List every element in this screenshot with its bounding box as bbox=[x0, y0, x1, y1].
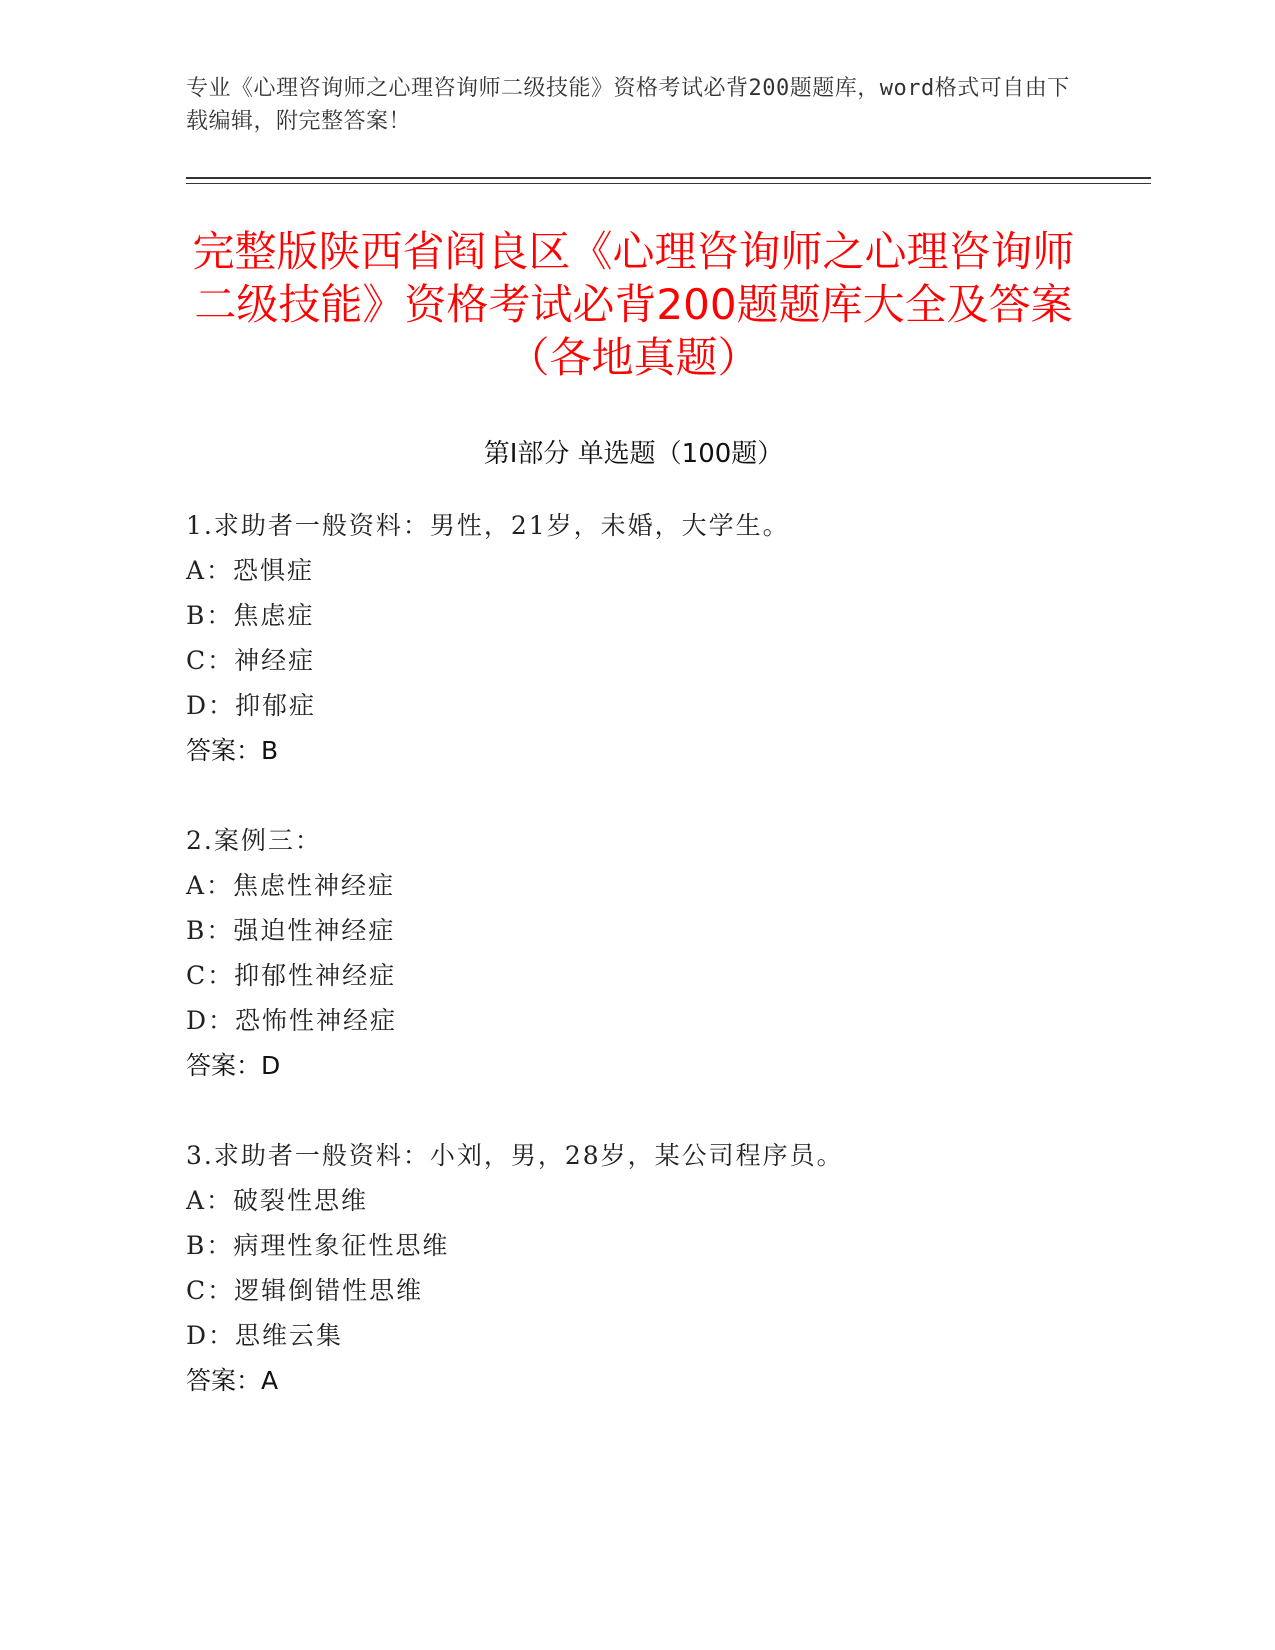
header-divider-thin bbox=[186, 183, 1151, 184]
section-title: 第I部分 单选题（100题） bbox=[483, 439, 784, 469]
answer: 答案：A bbox=[186, 1366, 279, 1395]
question-1 bbox=[186, 503, 1086, 773]
option-a: A：焦虑性神经症 bbox=[186, 871, 396, 900]
option-b: B：病理性象征性思维 bbox=[186, 1231, 450, 1260]
question-stem: 3.求助者一般资料：小刘，男，28岁，某公司程序员。 bbox=[186, 1141, 844, 1170]
option-d: D：恐怖性神经症 bbox=[186, 1006, 398, 1035]
option-a: A：恐惧症 bbox=[186, 556, 315, 585]
question-3 bbox=[186, 1133, 1086, 1403]
question-stem: 1.求助者一般资料：男性，21岁，未婚，大学生。 bbox=[186, 511, 790, 540]
option-c: C：神经症 bbox=[186, 646, 316, 675]
option-c: C：逻辑倒错性思维 bbox=[186, 1276, 424, 1305]
answer: 答案：B bbox=[186, 736, 279, 765]
option-c: C：抑郁性神经症 bbox=[186, 961, 397, 990]
option-b: B：焦虑症 bbox=[186, 601, 315, 630]
header-note: 专业《心理咨询师之心理咨询师二级技能》资格考试必背200题题库，word格式可自由下载编辑，附完整答案！ bbox=[186, 76, 1070, 134]
option-d: D：思维云集 bbox=[186, 1321, 344, 1350]
answer: 答案：D bbox=[186, 1051, 281, 1080]
header-divider-thick bbox=[186, 177, 1151, 179]
question-stem: 2.案例三： bbox=[186, 826, 322, 855]
document-title: 完整版陕西省阎良区《心理咨询师之心理咨询师二级技能》资格考试必背200题题库大全及答案（各地真题） bbox=[192, 227, 1075, 382]
option-a: A：破裂性思维 bbox=[186, 1186, 369, 1215]
option-b: B：强迫性神经症 bbox=[186, 916, 396, 945]
option-d: D：抑郁症 bbox=[186, 691, 317, 720]
question-2 bbox=[186, 818, 1086, 1088]
